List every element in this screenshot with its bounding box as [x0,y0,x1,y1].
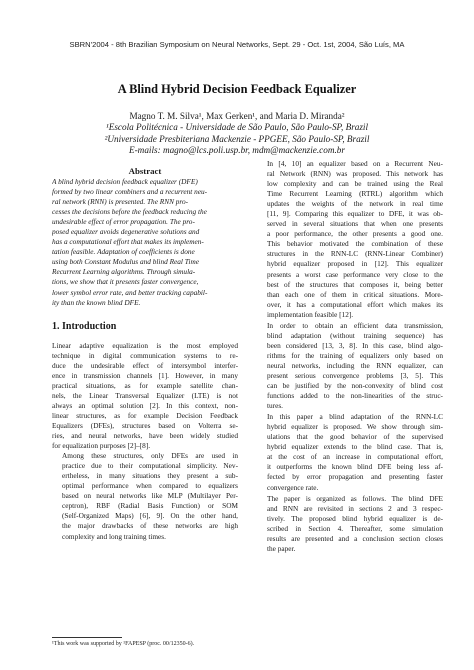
text-line: has a computational effort that makes its implemen- [52,237,204,247]
conference-header: SBRN'2004 - 8th Brazilian Symposium on Neural Networks, Sept. 29 - Oct. 1st, 2004, São Luís, MA [69,40,405,49]
text-line: cesses the decisions before the feedback reducing the [52,207,207,217]
text-line: convergence rate. [267,482,319,492]
right-paragraph-3 [257,412,443,492]
text-line: Time Recurrent Learning (RTRL) algorithm which [267,189,443,199]
section-heading-introduction: 1. Introduction [52,320,117,332]
text-line: In [4, 10] an equalizer based on a Recurrent Neu- [267,159,443,168]
text-line: blind adaptation (without training sequence) has [267,330,443,340]
text-line: served in several situations that when one presents [267,219,443,229]
text-line: been considered [13, 3, 8]. In this case, blind algo- [267,340,443,350]
text-line: based on neural networks like MLP (Multilayer Per- [62,491,238,501]
text-line: Recurrent Learning algorithms. Through simula- [52,267,196,277]
text-line: at the cost of an increase in computational effort, [267,452,443,462]
text-line: (Self-Organized Maps) [6], 9]. On the other hand, [62,511,238,521]
text-line: over, it has a computational effort which makes its [267,299,443,309]
text-line: formed by two linear combiners and a recurrent neu- [52,187,208,197]
text-line: tures. [267,401,284,411]
text-line: the major drawbacks of these networks are high [62,521,238,531]
text-line: tation feasible. Adaptation of coefficients is done [52,247,195,257]
abstract-heading: Abstract [128,166,162,176]
text-line: and RNN are revisited in sections 2 and 3 respec- [267,503,443,513]
text-line: a poor performance, the other presents a good one. [267,229,443,239]
text-line: tively. The proposed blind hybrid equalizer is de- [267,513,443,523]
text-line: functions added to the non-linearities of the struc- [267,391,443,401]
text-line: ulations that the good behavior of the supervised [267,432,443,442]
text-line: the paper. [267,543,296,553]
text-line: ral network (RNN) is presented. The RNN pro- [52,197,189,207]
text-line: best of the structures that composes it, being better [267,279,443,289]
footnote: ¹This work was supported by ¹FAPESP (proc. 00/12350-6). [52,641,195,647]
right-paragraph-1 [257,159,443,320]
author-emails: E-mails: magno@lcs.poli.usp.br, mdm@mackenzie.com.br [129,145,345,156]
text-line: can be justified by the non-convexity of blind cost [267,381,443,391]
text-line: ence in transmission channels [1]. However, in many [52,370,238,380]
text-line: ral Network (RNN) was proposed. This network has [267,169,443,179]
text-line: practice due to their computational simplicity. Nev- [62,461,238,471]
intro-paragraph-1 [52,341,238,452]
abstract-text [52,177,238,308]
text-line: Equalizers (DFEs), structures based on Volterra se- [52,420,238,430]
text-line: structures in the RNN-LC (RNN-Linear Combiner) [267,249,443,259]
text-line: always an optimal solution [2]. In this context, non- [52,400,238,410]
text-line: ity than the known blind DFE. [52,297,141,307]
text-line: neural networks, including the RNN equalizer, can [267,360,443,370]
text-line: linear structures, as for example Decision Feedback [52,410,238,420]
text-line: presents a worst case performance very close to the [267,269,443,279]
text-line: The paper is organized as follows. The blind DFE [267,493,443,503]
text-line: ceptron), RBF (Radial Basis Function) or SOM [62,501,238,511]
text-line: results are presented and a conclusion section closes [267,533,443,543]
text-line: duce the undesirable effect of intersymbol interfer- [52,360,238,370]
text-line: ertheless, in many situations they present a sub- [62,471,238,481]
text-line: hybrid equalizer extends to the blind case. That is, [267,442,443,452]
left-column [52,166,238,542]
text-line: practical situations, as for example satellite chan- [52,380,238,390]
right-paragraph-4 [257,494,443,554]
text-line: tions, we show that it presents faster convergence, [52,277,199,287]
text-line: scribed in Section 4. Thereafter, some simulation [267,523,443,533]
affiliation-2: ²Universidade Presbiteriana Mackenzie - PPGEE, São Paulo-SP, Brazil [104,133,370,144]
text-line: present serious convergence problems [3, 5]. This [267,370,443,380]
right-paragraph-2 [257,321,443,411]
intro-paragraph-2 [52,451,238,541]
text-line: technique in digital communication systems to re- [52,350,238,360]
text-line: it outperforms the known blind DFE being less af- [267,462,443,472]
text-line: complexity and long training times. [62,531,166,541]
text-line: optimal performance when compared to equalizers [62,481,238,491]
text-line: updates the weights of the network in real time [267,199,443,209]
text-line: This behavior motivated the combination of these [267,239,443,249]
text-line: implementation feasible [12]. [267,309,354,319]
affiliation-1: ¹Escola Politécnica - Universidade de São Paulo, São Paulo-SP, Brazil [105,122,369,133]
text-line: Linear adaptive equalization is the most employed [52,340,238,350]
text-line: In this paper a blind adaptation of the RNN-LC [267,412,443,422]
text-line: Among these structures, only DFEs are used in [62,451,238,461]
text-line: for equalization purposes [2]–[8]. [52,441,151,451]
text-line: posed equalizer avoids degenerative solutions and [52,227,200,237]
text-line: [11, 9]. Comparing this equalizer to DFE, it was ob- [267,209,443,219]
text-line: fected by error propagation and presenting faster [267,472,443,482]
authors-line: Magno T. M. Silva¹, Max Gerken¹, and Maria D. Miranda² [129,111,345,121]
right-column [257,159,443,554]
text-line: rithms for the training of equalizers only based on [267,350,443,360]
text-line: using both Constant Modulus and blind Real Time [52,257,199,267]
footnote-rule [52,637,122,638]
text-line: ries, and neural networks, have been widely studied [52,431,238,441]
text-line: hybrid equalizer is proposed. We show through sim- [267,422,443,432]
text-line: low complexity and can be trained using the Real [267,179,443,189]
text-line: undesirable effect of error propagation. The pro- [52,217,195,227]
text-line: A blind hybrid decision feedback equalizer (DFE) [52,177,198,186]
text-line: than each one of them in critical situations. More- [267,289,443,299]
text-line: hybrid equalizer proposed in [12]. This equalizer [267,259,443,269]
text-line: nels, the Linear Transversal Equalizer (LTE) is not [52,390,238,400]
author-block [0,111,474,157]
text-line: lower symbol error rate, and better tracking capabil- [52,287,208,297]
paper-title: A Blind Hybrid Decision Feedback Equalizer [117,82,357,96]
text-line: In order to obtain an efficient data transmission, [267,320,443,330]
